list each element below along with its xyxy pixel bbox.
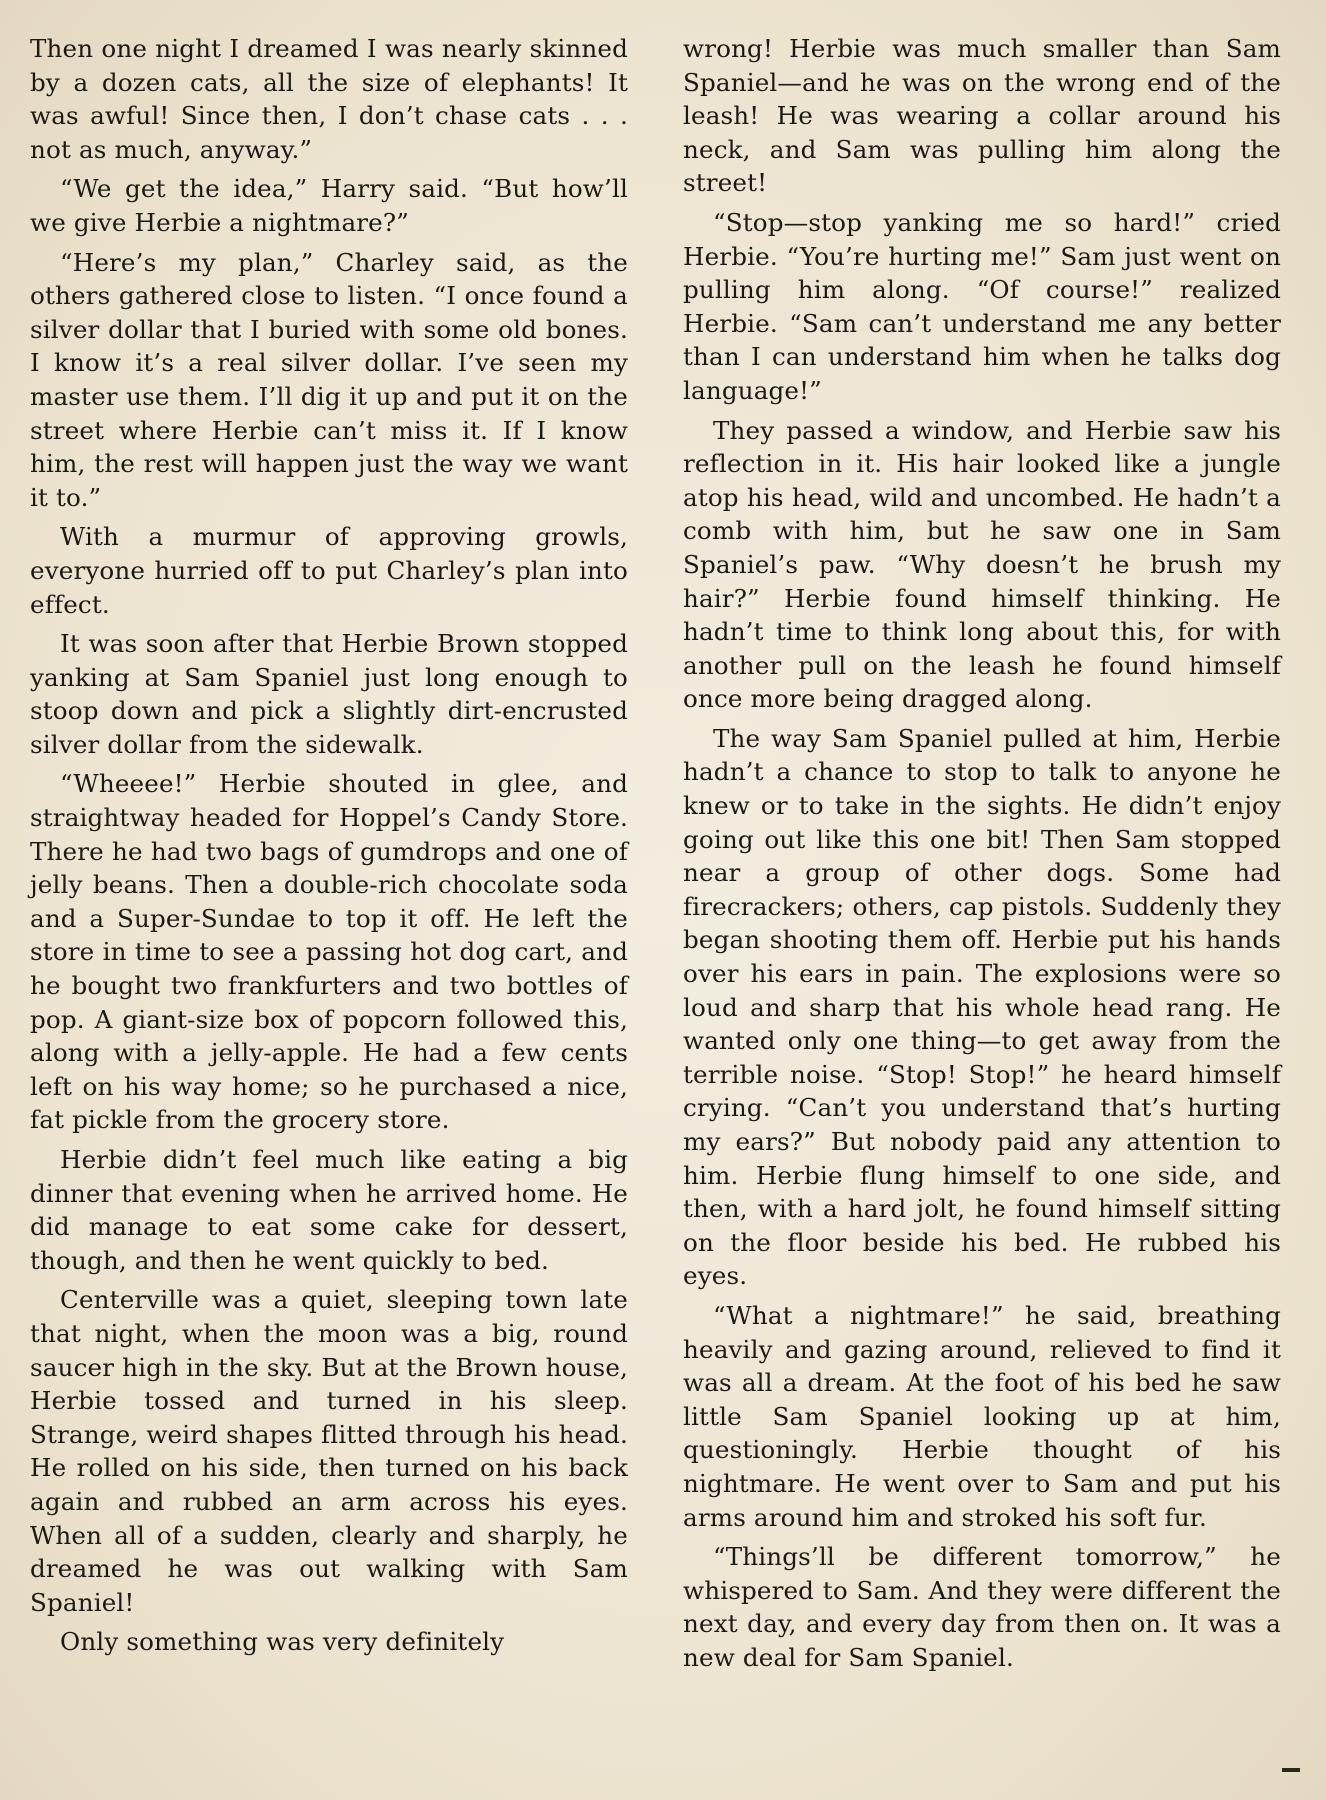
paragraph: Then one night I dreamed I was nearly skinned by a dozen cats, all the size of elephants! It was awful! Since then, I don’t chase cats . . . not as much, anyway.” — [30, 34, 628, 164]
paragraph: “Things’ll be different tomorrow,” he whispered to Sam. And they were different the next day, and every day from then on. It was a new deal for Sam Spaniel. — [683, 1542, 1281, 1672]
paragraph: With a murmur of approving growls, everyone hurried off to put Charley’s plan into effect. — [30, 522, 628, 619]
column-gutter — [654, 30, 655, 1770]
paragraph: wrong! Herbie was much smaller than Sam Spaniel—and he was on the wrong end of the leash! He was wearing a collar around his neck, and Sam was pulling him along the street! — [683, 34, 1281, 198]
paragraph: They passed a window, and Herbie saw his reflection in it. His hair looked like a jungle atop his head, wild and uncombed. He hadn’t a comb with him, but he saw one in Sam Spaniel’s paw. “Why doesn’t he brush my hair?” Herbie found himself thinking. He hadn’t time to think long about this, for with another pull on the leash he found himself once more being dragged along. — [683, 415, 1281, 714]
paragraph: “Wheeee!” Herbie shouted in glee, and straightway headed for Hoppel’s Candy Store. There he had two bags of gumdrops and one of jelly beans. Then a double-rich chocolate soda and a Super-Sundae to top it off. He left the store in time to see a passing hot dog cart, and he bought two frankfurters and two bottles of pop. A giant-size box of popcorn followed this, along with a jelly-apple. He had a few cents left on his way home; so he purchased a nice, fat pickle from the grocery store. — [30, 769, 628, 1135]
paragraph: It was soon after that Herbie Brown stopped yanking at Sam Spaniel just long enough to stoop down and pick a slightly dirt-encrusted silver dollar from the sidewalk. — [30, 629, 628, 759]
right-column — [683, 32, 1281, 1681]
paragraph: Only something was very definitely — [60, 1627, 505, 1657]
paragraph: Herbie didn’t feel much like eating a big dinner that evening when he arrived home. He did manage to eat some cake for dessert, though, and then he went quickly to bed. — [30, 1145, 628, 1275]
left-column — [30, 32, 628, 1665]
paragraph: “What a nightmare!” he said, breathing heavily and gazing around, relieved to find it was all a dream. At the foot of his bed he saw little Sam Spaniel looking up at him, questioningly. Herbie thought of his nightmare. He went over to Sam and put his arms around him and stroked his soft fur. — [683, 1300, 1281, 1532]
paragraph: The way Sam Spaniel pulled at him, Herbie hadn’t a chance to stop to talk to anyone he knew or to take in the sights. He didn’t enjoy going out like this one bit! Then Sam stopped near a group of other dogs. Some had firecrackers; others, cap pistols. Suddenly they began shooting them off. Herbie put his hands over his ears in pain. The explosions were so loud and sharp that his whole head rang. He wanted only one thing—to get away from the terrible noise. “Stop! Stop!” he heard himself crying. “Can’t you understand that’s hurting my ears?” But nobody paid any attention to him. Herbie flung himself to one side, and then, with a hard jolt, he found himself sitting on the floor beside his bed. He rubbed his eyes. — [683, 723, 1281, 1291]
paragraph: “We get the idea,” Harry said. “But how’ll we give Herbie a nightmare?” — [30, 174, 628, 237]
paragraph: “Stop—stop yanking me so hard!” cried Herbie. “You’re hurting me!” Sam just went on pulling him along. “Of course!” realized Herbie. “Sam can’t understand me any better than I can understand him when he talks dog language!” — [683, 207, 1281, 405]
paragraph: Centerville was a quiet, sleeping town late that night, when the moon was a big, round saucer high in the sky. But at the Brown house, Herbie tossed and turned in his sleep. Strange, weird shapes flitted through his head. He rolled on his side, then turned on his back again and rubbed an arm across his eyes. When all of a sudden, clearly and sharply, he dreamed he was out walking with Sam Spaniel! — [30, 1285, 628, 1617]
end-of-story-mark — [1282, 1768, 1300, 1772]
paragraph: “Here’s my plan,” Charley said, as the others gathered close to listen. “I once found a silver dollar that I buried with some old bones. I know it’s a real silver dollar. I’ve seen my master use them. I’ll dig it up and put it on the street where Herbie can’t miss it. If I know him, the rest will happen just the way we want it to.” — [30, 247, 628, 512]
